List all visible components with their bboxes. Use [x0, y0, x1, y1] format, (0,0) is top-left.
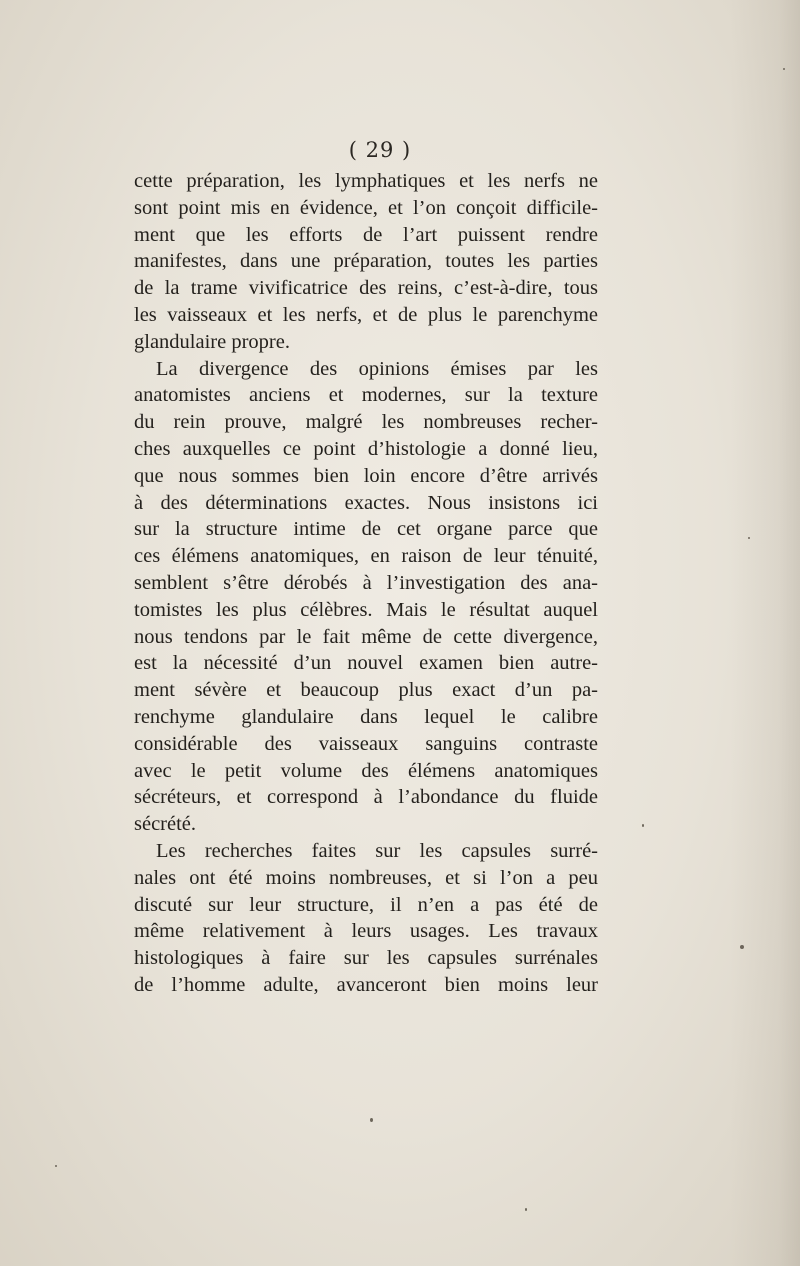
paper-speck: [783, 68, 785, 70]
text-line: de l’homme adulte, avanceront bien moins leur: [134, 973, 598, 996]
paper-speck: [748, 537, 750, 539]
page-number: ( 29 ): [348, 138, 412, 162]
text-line: tomistes les plus célèbres. Mais le résultat auquel: [134, 598, 598, 621]
paragraph-start-line: La divergence des opinions émises par les: [156, 357, 598, 380]
text-line: ment que les efforts de l’art puissent rendre: [134, 223, 598, 246]
page-edge-shadow: [730, 0, 800, 1266]
text-line: glandulaire propre.: [134, 330, 290, 353]
text-line: discuté sur leur structure, il n’en a pas été de: [134, 893, 598, 916]
paragraph-start-line: Les recherches faites sur les capsules surré-: [156, 839, 598, 862]
text-line: du rein prouve, malgré les nombreuses recher-: [134, 411, 598, 434]
text-line: anatomistes anciens et modernes, sur la texture: [134, 384, 598, 407]
text-line: ces élémens anatomiques, en raison de leur ténuité,: [134, 545, 598, 568]
text-line: avec le petit volume des élémens anatomiques: [134, 759, 598, 782]
paper-speck: [55, 1165, 57, 1167]
body-text: [134, 168, 598, 999]
text-line: sécréteurs, et correspond à l’abondance du fluide: [134, 786, 598, 809]
text-line: renchyme glandulaire dans lequel le calibre: [134, 705, 598, 728]
text-line: histologiques à faire sur les capsules surrénales: [134, 947, 598, 970]
paper-speck: [525, 1208, 527, 1211]
text-line: ment sévère et beaucoup plus exact d’un pa-: [134, 679, 598, 702]
text-line: manifestes, dans une préparation, toutes les parties: [134, 250, 598, 273]
text-line: semblent s’être dérobés à l’investigation des ana-: [134, 571, 598, 594]
text-line: sur la structure intime de cet organe parce que: [134, 518, 598, 541]
text-line: nous tendons par le fait même de cette divergence,: [134, 625, 598, 648]
text-line: ches auxquelles ce point d’histologie a donné lieu,: [134, 437, 598, 460]
text-line: les vaisseaux et les nerfs, et de plus le parenchyme: [134, 303, 598, 326]
paper-speck: [370, 1118, 373, 1122]
paper-speck: [642, 824, 644, 827]
text-line: de la trame vivificatrice des reins, c’est-à-dire, tous: [134, 277, 598, 300]
text-line: considérable des vaisseaux sanguins contraste: [134, 732, 598, 755]
text-line: sécrété.: [134, 813, 197, 836]
text-line: sont point mis en évidence, et l’on conçoit difficile-: [134, 196, 598, 219]
paper-speck: [740, 945, 744, 949]
text-line: cette préparation, les lymphatiques et les nerfs ne: [134, 170, 598, 192]
text-line: que nous sommes bien loin encore d’être arrivés: [134, 464, 598, 487]
text-line: est la nécessité d’un nouvel examen bien autre-: [134, 652, 598, 675]
text-line: nales ont été moins nombreuses, et si l’on a peu: [134, 866, 598, 889]
text-line: même relativement à leurs usages. Les travaux: [134, 920, 598, 943]
text-line: à des déterminations exactes. Nous insistons ici: [134, 491, 598, 514]
